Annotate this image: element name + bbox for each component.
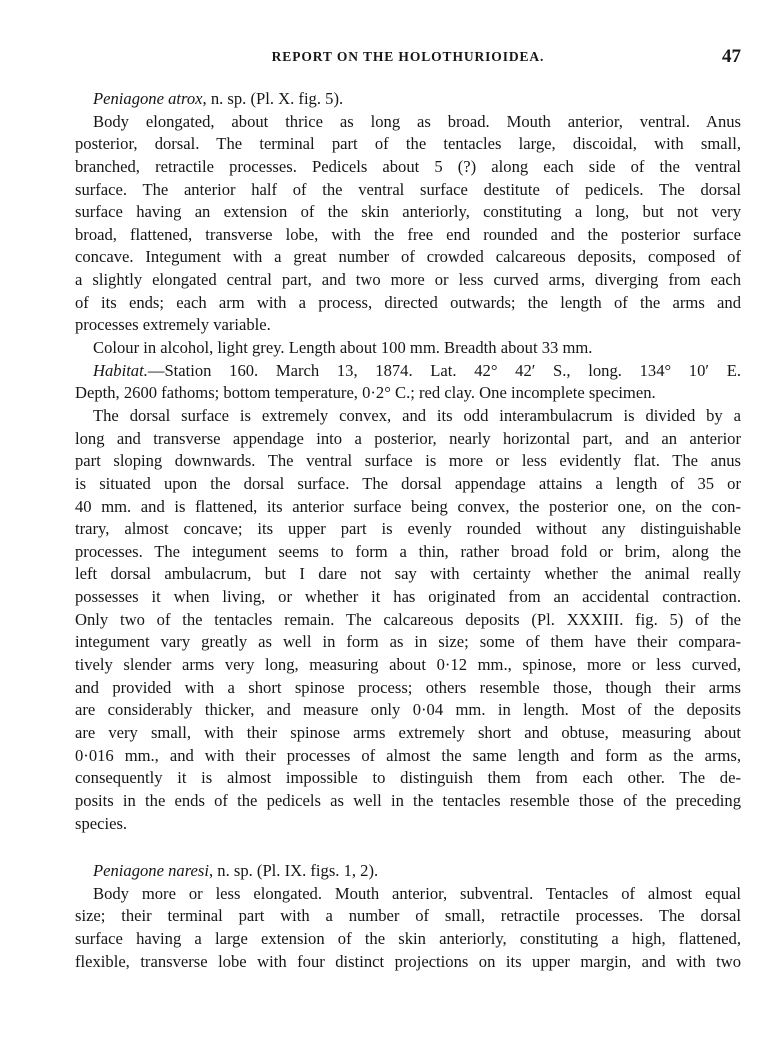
line-text: species. xyxy=(75,813,128,833)
line-text: is situated upon the dorsal surface. The dorsal appendage attains a length of 35 or xyxy=(75,473,741,493)
text-line xyxy=(75,699,741,722)
text-line xyxy=(75,631,741,654)
paragraph xyxy=(75,405,741,835)
line-text: —Station 160. March 13, 1874. Lat. 42° 42′ S., long. 134° 10′ E. xyxy=(147,360,741,380)
text-line xyxy=(75,677,741,700)
species-name: Peniagone naresi xyxy=(93,861,209,881)
line-text: concave. Integument with a great number of crowded calcareous deposits, composed of xyxy=(75,247,741,267)
line-text: long and transverse appendage into a posterior, nearly horizontal part, and an anterior xyxy=(75,428,741,448)
line-text: integument vary greatly as well in form as in size; some of them have their compara- xyxy=(75,632,741,652)
species-reference: , n. sp. (Pl. X. fig. 5). xyxy=(202,89,344,108)
line-text: 40 mm. and is flattened, its anterior surface being convex, the posterior one, on the con- xyxy=(75,496,741,516)
text-line xyxy=(75,450,741,473)
text-line xyxy=(75,360,741,383)
paragraph xyxy=(75,337,741,360)
text-line xyxy=(75,654,741,677)
line-text: consequently it is almost impossible to distinguish them from each other. The de- xyxy=(75,768,741,788)
text-line xyxy=(75,883,741,906)
line-text: branched, retractile processes. Pedicels about 5 (?) along each side of the ventral xyxy=(75,156,741,176)
text-line xyxy=(75,541,741,564)
species-heading xyxy=(75,88,741,111)
text-line xyxy=(75,179,741,202)
text-line xyxy=(75,767,741,790)
page-number: 47 xyxy=(722,46,741,67)
line-text: posterior, dorsal. The terminal part of the tentacles large, discoidal, with small, xyxy=(75,134,741,154)
running-title: REPORT ON THE HOLOTHURIOIDEA. xyxy=(271,49,545,64)
species-heading xyxy=(75,860,741,883)
text-line xyxy=(75,246,741,269)
paragraph xyxy=(75,883,741,974)
line-text: processes extremely variable. xyxy=(75,315,271,335)
text-line xyxy=(75,382,741,405)
text-line xyxy=(75,905,741,928)
line-text: of its ends; each arm with a process, directed outwards; the length of the arms and xyxy=(75,292,741,312)
line-text: trary, almost concave; its upper part is evenly rounded without any distinguishable xyxy=(75,519,741,539)
line-text: Colour in alcohol, light grey. Length about 100 mm. Breadth about 33 mm. xyxy=(93,338,593,358)
species-reference: , n. sp. (Pl. IX. figs. 1, 2). xyxy=(208,861,379,881)
line-text: Only two of the tentacles remain. The calcareous deposits (Pl. XXXIII. fig. 5) of the xyxy=(75,609,741,629)
section-gap xyxy=(75,835,741,860)
line-text: size; their terminal part with a number of small, retractile processes. The dorsal xyxy=(75,906,741,926)
text-line xyxy=(75,609,741,632)
text-line xyxy=(75,133,741,156)
text-line xyxy=(75,201,741,224)
line-text: a slightly elongated central part, and two more or less curved arms, diverging from each xyxy=(75,270,741,290)
line-text: surface having an extension of the skin anteriorly, constituting a long, but not very xyxy=(75,202,741,222)
line-text: flexible, transverse lobe with four distinct projections on its upper margin, and with two xyxy=(75,951,741,971)
paragraph xyxy=(75,360,741,405)
species-name: Peniagone atrox xyxy=(93,89,203,108)
line-text: Body elongated, about thrice as long as broad. Mouth anterior, ventral. Anus xyxy=(93,111,741,131)
line-text: are considerably thicker, and measure only 0·04 mm. in length. Most of the deposits xyxy=(75,700,741,720)
line-text: The dorsal surface is extremely convex, and its odd interambulacrum is divided by a xyxy=(93,405,741,425)
line-text: surface having a large extension of the skin anteriorly, constituting a high, flattened, xyxy=(75,929,741,949)
text-line xyxy=(75,951,741,974)
text-line xyxy=(75,337,741,360)
text-line xyxy=(75,428,741,451)
text-line xyxy=(75,745,741,768)
line-text: 0·016 mm., and with their processes of almost the same length and form as the arms, xyxy=(75,745,741,765)
line-text: tively slender arms very long, measuring about 0·12 mm., spinose, more or less curved, xyxy=(75,655,741,675)
line-text: processes. The integument seems to form a thin, rather broad fold or brim, along the xyxy=(75,541,741,561)
habitat-label: Habitat. xyxy=(93,360,148,380)
text-line xyxy=(75,224,741,247)
text-line xyxy=(75,496,741,519)
text-line xyxy=(75,111,741,134)
text-line xyxy=(75,156,741,179)
line-text: and provided with a short spinose process; others resemble those, though their arms xyxy=(75,677,741,697)
running-header xyxy=(75,46,741,68)
line-text: are very small, with their spinose arms extremely short and obtuse, measuring about xyxy=(75,722,741,742)
text-line xyxy=(75,722,741,745)
text-line xyxy=(75,563,741,586)
line-text: left dorsal ambulacrum, but I dare not say with certainty whether the animal really xyxy=(75,564,741,584)
line-text: posits in the ends of the pedicels as well in the tentacles resemble those of the preceding xyxy=(75,790,741,810)
text-line xyxy=(75,928,741,951)
body-text xyxy=(75,88,741,973)
text-line xyxy=(75,790,741,813)
paragraph xyxy=(75,111,741,337)
text-line xyxy=(75,518,741,541)
text-line xyxy=(75,473,741,496)
text-line xyxy=(75,813,741,836)
line-text: Depth, 2600 fathoms; bottom temperature, 0·2° C.; red clay. One incomplete specimen. xyxy=(75,383,656,403)
line-text: part sloping downwards. The ventral surface is more or less evidently flat. The anus xyxy=(75,451,741,471)
text-line xyxy=(75,586,741,609)
text-line xyxy=(75,314,741,337)
line-text: broad, flattened, transverse lobe, with the free end rounded and the posterior surface xyxy=(75,224,741,244)
line-text: possesses it when living, or whether it has originated from an accidental contraction. xyxy=(75,587,741,607)
text-line xyxy=(75,292,741,315)
line-text: Body more or less elongated. Mouth anterior, subventral. Tentacles of almost equal xyxy=(93,883,741,903)
text-line xyxy=(75,269,741,292)
text-line xyxy=(75,405,741,428)
line-text: surface. The anterior half of the ventral surface destitute of pedicels. The dorsal xyxy=(75,179,741,199)
